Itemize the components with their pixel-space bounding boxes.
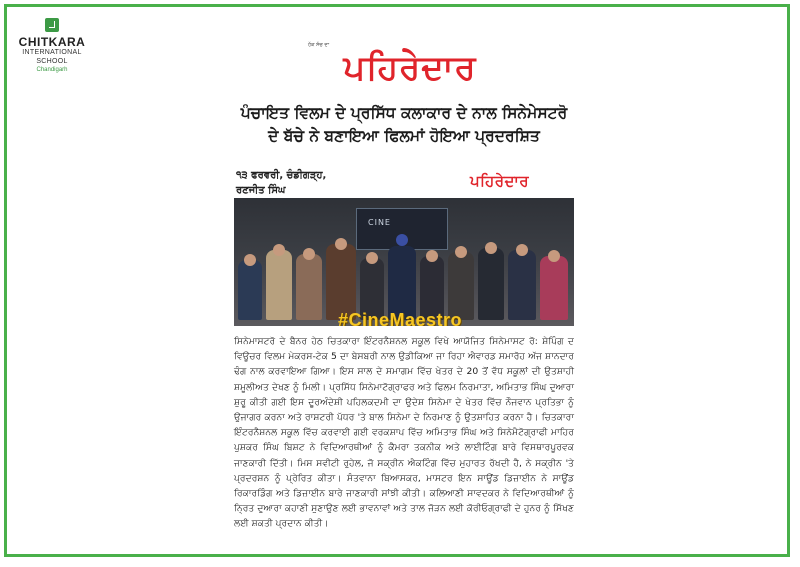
- newspaper-masthead: ਪਹਿਰੇਦਾਰ: [343, 48, 477, 88]
- person-head: [426, 250, 438, 262]
- dateline-author: ਰਣਜੀਤ ਸਿੰਘ: [236, 185, 286, 196]
- person-figure: [238, 260, 262, 320]
- masthead-tagline: ਹੱਕ ਸੱਚ ਦਾ: [308, 42, 330, 48]
- person-head: [485, 242, 497, 254]
- person-figure: [326, 244, 356, 320]
- event-photo: [234, 198, 574, 326]
- person-head: [548, 250, 560, 262]
- person-head: [335, 238, 347, 250]
- mini-masthead: ਪਹਿਰੇਦਾਰ: [470, 172, 530, 190]
- dateline-date: ੧੩ ਫਰਵਰੀ, ਚੰਡੀਗੜ੍ਹ,: [236, 170, 327, 181]
- person-head: [273, 244, 285, 256]
- article-headline: ਪੰਚਾਇਤ ਵਿਲਮ ਦੇ ਪ੍ਰਸਿੱਧ ਕਲਾਕਾਰ ਦੇ ਨਾਲ ਸਿਨੇਮੇਸਟਰੋ ਦੇ ਬੱਚੇ ਨੇ ਬਣਾਇਆ ਫਿਲਮਾਂ ਹੋਇਆ ਪ੍ਰਦਰਸ਼ਿਤ: [240, 104, 568, 145]
- person-figure: [508, 250, 536, 320]
- person-head: [455, 246, 467, 258]
- logo-line1: INTERNATIONAL: [22, 49, 82, 56]
- person-figure: [540, 256, 568, 320]
- person-head: [366, 252, 378, 264]
- person-head: [516, 244, 528, 256]
- logo-city: Chandigarh: [36, 67, 68, 73]
- photo-banner-text: CINE: [368, 218, 391, 227]
- logo-line2: SCHOOL: [36, 58, 68, 65]
- photo-hashtag: #CineMaestro: [338, 310, 463, 326]
- article-dateline: [236, 168, 326, 198]
- school-logo: [18, 18, 86, 74]
- person-head: [244, 254, 256, 266]
- person-figure: [478, 248, 504, 320]
- logo-name: CHITKARA: [18, 35, 86, 49]
- logo-icon: [45, 18, 59, 32]
- article-body: ਸਿਨੇਮਾਸਟਰੋ ਦੇ ਬੈਨਰ ਹੇਠ ਚਿਤਕਾਰਾ ਇੰਟਰਨੈਸ਼ਨਲ ਸਕੂਲ ਵਿਖੇ ਆਯੋਜਿਤ ਸਿਨੇਮਾਸਟ ਰੋ: ਸ਼ੇਪਿੰਗ ਦ ਵਿਊਚਰ ਵਿਲਮ ਮੇਕਰਸ-ਟੇਕ 5 ਦਾ ਬੇਸਬਰੀ ਨਾਲ ਉਡੀਕਿਆ ਜਾ ਰਿਹਾ ਐਵਾਰਡ ਸਮਾਰੋਹ ਅੱਜ ਸ਼ਾਨਦਾਰ ਢੰਗ ਨਾਲ ਕਰਵਾਇਆ ਗਿਆ। ਇਸ ਸਾਲ ਦੇ ਸਮਾਗਮ ਵਿੱਚ ਖੇਤਰ ਦੇ 20 ਤੋਂ ਵੱਧ ਸਕੂਲਾਂ ਦੀ ਉਤਸ਼ਾਹੀ ਸ਼ਮੂਲੀਅਤ ਦੇਖਣ ਨੂੰ ਮਿਲੀ। ਪ੍ਰਸਿੱਧ ਸਿਨੇਮਾਟੋਗ੍ਰਾਫਰ ਅਤੇ ਫਿਲਮ ਨਿਰਮਾਤਾ, ਅਮਿਤਾਭ ਸਿੰਘ ਦੁਆਰਾ ਸ਼ੁਰੂ ਕੀਤੀ ਗਈ ਇਸ ਦੂਰਅੰਦੇਸ਼ੀ ਪਹਿਲਕਦਮੀ ਦਾ ਉਦੇਸ਼ ਸਿਨੇਮਾ ਦੇ ਖੇਤਰ ਵਿੱਚ ਨੌਜਵਾਨ ਪ੍ਰਤਿਭਾ ਨੂੰ ਉਜਾਗਰ ਕਰਨਾ ਅਤੇ ਰਾਸ਼ਟਰੀ ਪੱਧਰ 'ਤੇ ਬਾਲ ਸਿਨੇਮਾ ਦੇ ਨਿਰਮਾਣ ਨੂੰ ਉਤਸ਼ਾਹਿਤ ਕਰਨਾ ਹੈ। ਚਿਤਕਾਰਾ ਇੰਟਰਨੈਸ਼ਨਲ ਸਕੂਲ ਵਿੱਚ ਕਰਵਾਈ ਗਈ ਵਰਕਸ਼ਾਪ ਵਿੱਚ ਅਮਿਤਾਭ ਸਿੰਘ ਅਤੇ ਸਿਨੇਮੈਟੋਗ੍ਰਾਫੀ ਮਾਹਿਰ ਪੁਸ਼ਕਰ ਸਿੰਘ ਬਿਸ਼ਟ ਨੇ ਵਿਦਿਆਰਥੀਆਂ ਨੂੰ ਕੈਮਰਾ ਤਕਨੀਕ ਅਤੇ ਲਾਈਟਿੰਗ ਬਾਰੇ ਵਿਸਥਾਰਪੂਰਵਕ ਜਾਣਕਾਰੀ ਦਿੱਤੀ। ਮਿਸ ਸਵੀਟੀ ਰੁਹੇਲ, ਜੋ ਸਕ੍ਰੀਨ ਐਕਟਿੰਗ ਵਿੱਚ ਮੁਹਾਰਤ ਰੱਖਦੀ ਹੈ, ਨੇ ਸਕ੍ਰੀਨ 'ਤੇ ਪ੍ਰਦਰਸ਼ਨ ਨੂੰ ਪ੍ਰੇਰਿਤ ਕੀਤਾ। ਸੰਤਵਾਨਾ ਬਿਆਸਕਰ, ਮਾਸਟਰ ਇਨ ਸਾਊਂਡ ਡਿਜ਼ਾਈਨ ਨੇ ਸਾਊਂਡ ਰਿਕਾਰਡਿੰਗ ਅਤੇ ਡਿਜ਼ਾਈਨ ਬਾਰੇ ਜਾਣਕਾਰੀ ਸਾਂਝੀ ਕੀਤੀ। ਕਲਿਆਣੀ ਸਾਵਦਕਰ ਨੇ ਵਿਦਿਆਰਥੀਆਂ ਨੂੰ ਨ੍ਰਿਤ ਦੁਆਰਾ ਕਹਾਣੀ ਸੁਣਾਉਣ ਲਈ ਭਾਵਨਾਵਾਂ ਅਤੇ ਤਾਲ ਜੋੜਨ ਲਈ ਕੋਰੀਓਗ੍ਰਾਫੀ ਦੇ ਹੁਨਰ ਨੂੰ ਸਿੱਖਣ ਲਈ ਸ਼ਕਤੀ ਪ੍ਰਦਾਨ ਕੀਤੀ।: [234, 336, 574, 530]
- person-figure: [266, 250, 292, 320]
- person-head: [396, 234, 408, 246]
- person-head: [303, 248, 315, 260]
- person-figure: [388, 246, 416, 320]
- newspaper-clipping: [230, 42, 578, 532]
- person-figure: [296, 254, 322, 320]
